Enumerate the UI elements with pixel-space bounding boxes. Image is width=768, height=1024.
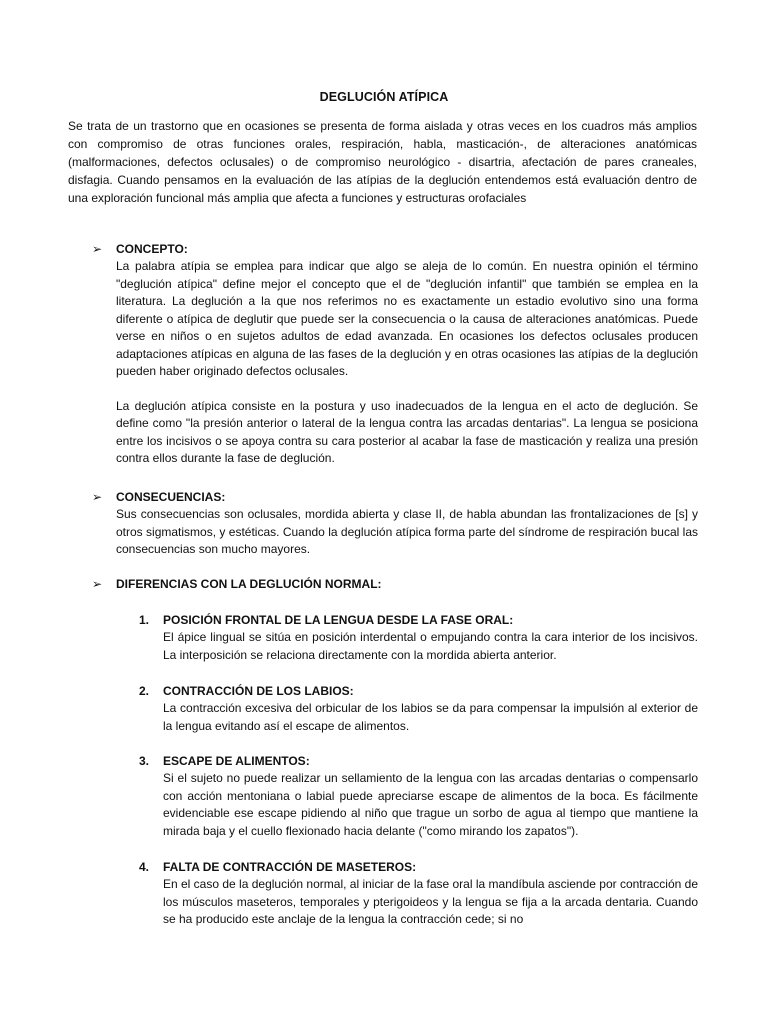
- section-concepto: [92, 240, 698, 468]
- difference-heading: [139, 611, 698, 629]
- intro-paragraph: Se trata de un trastorno que en ocasiones se presenta de forma aislada y otras veces en los cuadros más amplios con compromiso de otras funciones orales, respiración, habla, masticación-, de alteraciones anatómicas (malformaciones, defectos oclusales) o de compromiso neurológico - disartria, afectación de pares craneales, disfagia. Cuando pensamos en la evaluación de las atípias de la deglución entendemos está evaluación dentro de una exploración funcional más amplia que afecta a funciones y estructuras orofaciales: [68, 119, 697, 205]
- difference-body: En el caso de la deglución normal, al iniciar de la fase oral la mandíbula asciende por contracción de los músculos maseteros, temporales y pterigoideos y la lengua se fija a la arcada dentaria. Cuando se ha producido este anclaje de la lengua la contracción cede; si no: [163, 877, 698, 926]
- difference-heading: [139, 858, 698, 876]
- section-diferencias: [92, 575, 698, 593]
- difference-number: 4.: [139, 860, 150, 874]
- difference-number: 1.: [139, 613, 150, 627]
- section-consecuencias: [92, 488, 698, 559]
- difference-heading-label: POSICIÓN FRONTAL DE LA LENGUA DESDE LA FASE ORAL:: [163, 613, 514, 627]
- difference-heading-label: FALTA DE CONTRACCIÓN DE MASETEROS:: [163, 860, 417, 874]
- difference-heading-label: ESCAPE DE ALIMENTOS:: [163, 754, 310, 768]
- difference-item: [139, 611, 698, 664]
- section-heading-label: CONCEPTO:: [116, 242, 188, 256]
- difference-item: [139, 858, 698, 929]
- section-heading: [92, 240, 698, 258]
- difference-number: 2.: [139, 684, 150, 698]
- section-paragraph: La palabra atípia se emplea para indicar que algo se aleja de lo común. En nuestra opinión el término "deglución atípica" define mejor el concepto que el de "deglución infantil" que también se emplea en la literatura. La deglución a la que nos referimos no es exactamente un estadio evolutivo sino una forma diferente o atípica de deglutir que puede ser la consecuencia o la causa de alteraciones anatómicas. Puede verse en niños o en sujetos adultos de edad avanzada. En ocasiones los defectos oclusales producen adaptaciones atípicas en alguna de las fases de la deglución y en otras ocasiones las atípias de la deglución pueden haber originado defectos oclusales.: [116, 259, 698, 378]
- difference-heading: [139, 682, 698, 700]
- section-heading: [92, 575, 698, 593]
- section-heading: [92, 488, 698, 506]
- arrow-bullet-icon: ➢: [92, 242, 103, 256]
- document-title: DEGLUCIÓN ATÍPICA: [319, 90, 449, 104]
- difference-number: 3.: [139, 754, 150, 768]
- difference-body: Si el sujeto no puede realizar un sellamiento de la lengua con las arcadas dentarias o compensarlo con acción mentoniana o labial puede apreciarse escape de alimentos de la boca. Es fácilmente evidenciable ese escape pidiendo al niño que trague un sorbo de agua al tiempo que mantiene la mirada baja y el cuello flexionado hacia delante ("como mirando los zapatos").: [163, 771, 698, 838]
- section-paragraph: Sus consecuencias son oclusales, mordida abierta y clase II, de habla abundan las frontalizaciones de [s] y otros sigmatismos, y estéticas. Cuando la deglución atípica forma parte del síndrome de respiración bucal las consecuencias son mucho mayores.: [116, 507, 698, 556]
- section-heading-label: CONSECUENCIAS:: [116, 490, 226, 504]
- difference-heading: [139, 752, 698, 770]
- section-heading-label: DIFERENCIAS CON LA DEGLUCIÓN NORMAL:: [116, 577, 382, 591]
- section-paragraph: La deglución atípica consiste en la postura y uso inadecuados de la lengua en el acto de deglución. Se define como "la presión anterior o lateral de la lengua contra las arcadas dentarias". La lengua se posiciona entre los incisivos o se apoya contra su cara posterior al acabar la fase de masticación y realiza una presión contra ellos durante la fase de deglución.: [116, 398, 698, 465]
- difference-item: [139, 682, 698, 735]
- difference-body: La contracción excesiva del orbicular de los labios se da para compensar la impulsión al exterior de la lengua evitando así el escape de alimentos.: [163, 701, 698, 733]
- difference-item: [139, 752, 698, 840]
- arrow-bullet-icon: ➢: [92, 577, 103, 591]
- difference-body: El ápice lingual se sitúa en posición interdental o empujando contra la cara interior de los incisivos. La interposición se relaciona directamente con la mordida abierta anterior.: [163, 630, 698, 662]
- difference-heading-label: CONTRACCIÓN DE LOS LABIOS:: [163, 684, 354, 698]
- arrow-bullet-icon: ➢: [92, 490, 103, 504]
